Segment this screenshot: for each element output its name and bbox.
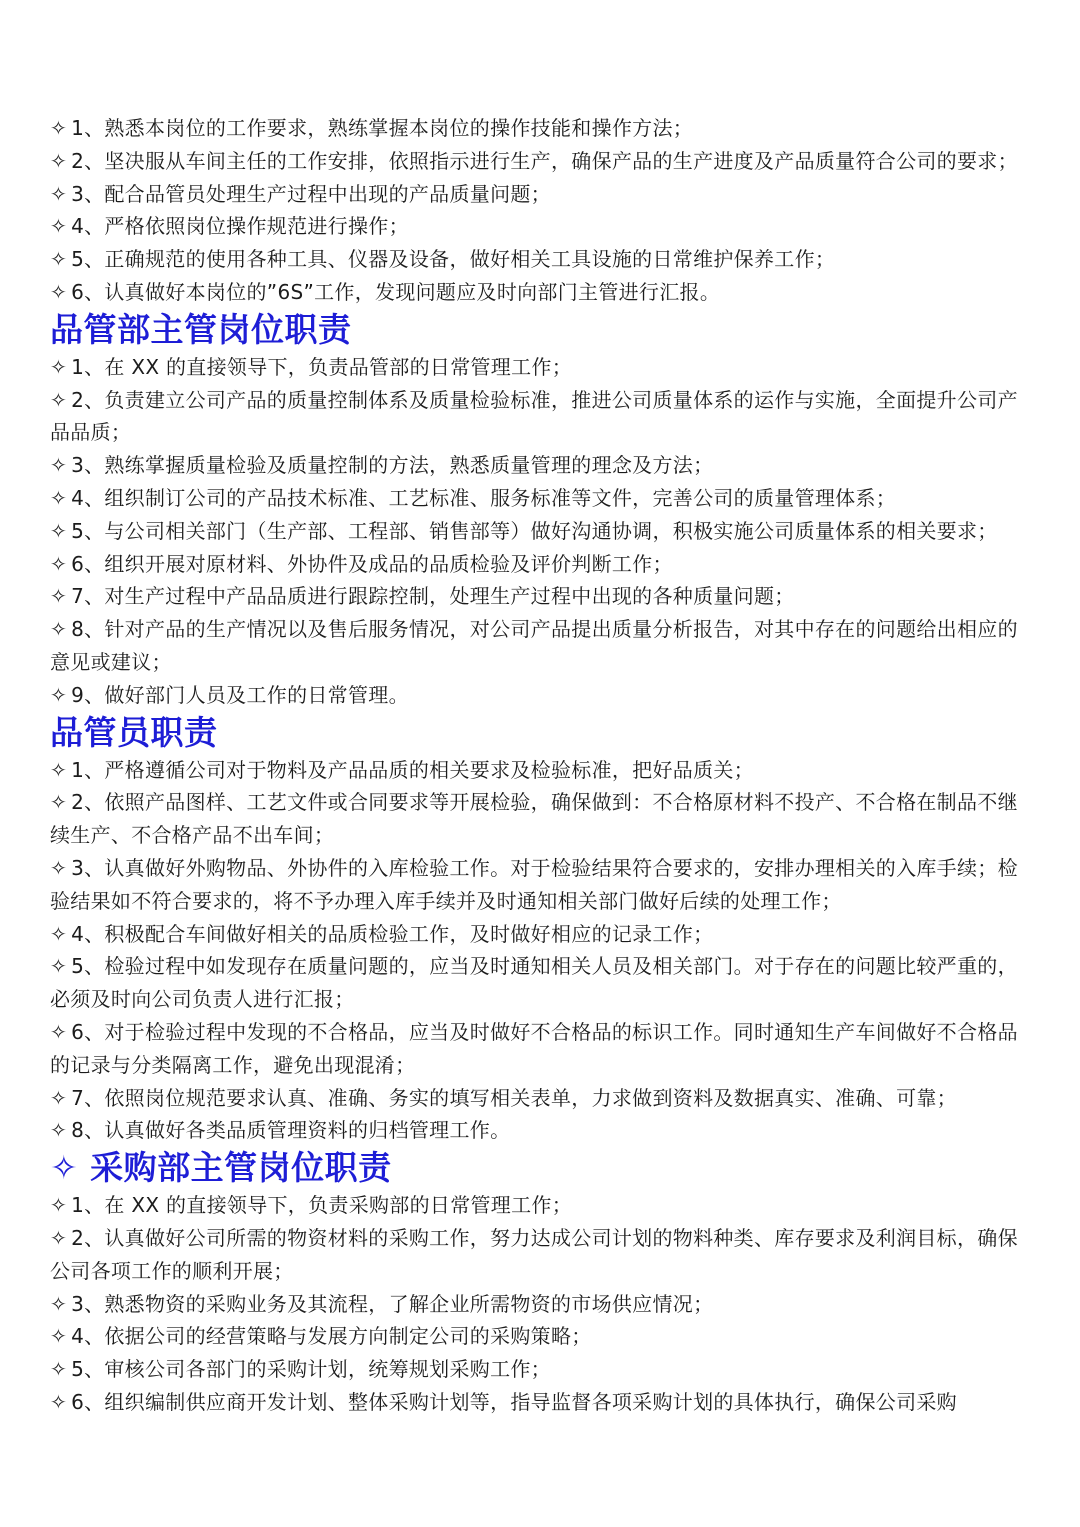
section-qc-inspector	[50, 712, 1035, 1148]
list-item: ✧ 3、配合品管员处理生产过程中出现的产品质量问题；	[50, 181, 551, 206]
list-item: ✧ 5、与公司相关部门（生产部、工程部、销售部等）做好沟通协调，积极实施公司质量体系的相关要求；	[50, 518, 998, 543]
list-item: ✧ 6、认真做好本岗位的”6S”工作，发现问题应及时向部门主管进行汇报。	[50, 279, 721, 304]
bullet-icon: ✧	[50, 387, 68, 412]
bullet-icon: ✧	[50, 551, 68, 576]
bullet-icon: ✧	[50, 1291, 68, 1316]
list-item: ✧ 4、组织制订公司的产品技术标准、工艺标准、服务标准等文件，完善公司的质量管理体系；	[50, 485, 897, 510]
list-item: ✧ 9、做好部门人员及工作的日常管理。	[50, 682, 409, 707]
bullet-icon: ✧	[50, 485, 68, 510]
bullet-icon: ✧	[50, 1357, 68, 1382]
bullet-icon: ✧	[50, 921, 68, 946]
list-item: ✧ 6、组织开展对原材料、外协件及成品的品质检验及评价判断工作；	[50, 551, 673, 576]
list-item: ✧ 5、正确规范的使用各种工具、仪器及设备，做好相关工具设施的日常维护保养工作；	[50, 247, 836, 272]
list-item: ✧ 4、严格依照岗位操作规范进行操作；	[50, 214, 409, 239]
list-item: ✧ 4、积极配合车间做好相关的品质检验工作，及时做好相应的记录工作；	[50, 921, 714, 946]
section-heading: 品管部主管岗位职责	[50, 309, 352, 349]
list-item: ✧ 1、在 XX 的直接领导下，负责采购部的日常管理工作；	[50, 1193, 573, 1218]
bullet-icon: ✧	[50, 148, 68, 173]
list-item: ✧ 6、组织编制供应商开发计划、整体采购计划等，指导监督各项采购计划的具体执行，确保公司采购	[50, 1389, 957, 1414]
section-purchasing-manager	[50, 1147, 1035, 1419]
bullet-icon: ✧	[50, 1118, 68, 1143]
bullet-icon: ✧	[50, 518, 68, 543]
bullet-icon: ✧	[50, 1085, 68, 1110]
list-item: ✧ 4、依据公司的经营策略与发展方向制定公司的采购策略；	[50, 1324, 592, 1349]
bullet-icon: ✧	[50, 1389, 68, 1414]
section-heading: ✧ 采购部主管岗位职责	[50, 1148, 392, 1188]
bullet-icon: ✧	[50, 453, 68, 478]
list-item: ✧ 3、熟练掌握质量检验及质量控制的方法，熟悉质量管理的理念及方法；	[50, 453, 714, 478]
bullet-icon: ✧	[50, 757, 68, 782]
list-item: ✧ 2、坚决服从车间主任的工作安排，依照指示进行生产，确保产品的生产进度及产品质量符合公司的要求；	[50, 148, 1018, 173]
list-item: ✧ 1、严格遵循公司对于物料及产品品质的相关要求及检验标准，把好品质关；	[50, 757, 754, 782]
list-item: ✧ 3、熟悉物资的采购业务及其流程，了解企业所需物资的市场供应情况；	[50, 1291, 714, 1316]
bullet-icon: ✧	[50, 584, 68, 609]
list-item: ✧ 5、检验过程中如发现存在质量问题的，应当及时通知相关人员及相关部门。对于存在的问题比较严重的，必须及时向公司负责人进行汇报；	[50, 954, 1018, 1012]
bullet-icon: ✧	[50, 116, 68, 140]
bullet-icon: ✧	[50, 1193, 68, 1218]
bullet-icon: ✧	[50, 1019, 68, 1044]
list-item: ✧ 1、在 XX 的直接领导下，负责品管部的日常管理工作；	[50, 354, 573, 379]
bullet-icon: ✧	[50, 1324, 68, 1349]
list-item: ✧ 3、认真做好外购物品、外协件的入库检验工作。对于检验结果符合要求的，安排办理相关的入库手续；检验结果如不符合要求的，将不予办理入库手续并及时通知相关部门做好后续的处理工作；	[50, 855, 1018, 913]
bullet-icon: ✧	[50, 1225, 68, 1250]
bullet-icon: ✧	[50, 855, 68, 880]
bullet-icon: ✧	[50, 954, 68, 979]
section-qc-manager	[50, 309, 1035, 712]
bullet-icon: ✧	[50, 682, 68, 707]
list-item: ✧ 8、认真做好各类品质管理资料的归档管理工作。	[50, 1118, 511, 1143]
list-item: ✧ 2、依照产品图样、工艺文件或合同要求等开展检验，确保做到：不合格原材料不投产、不合格在制品不继续生产、不合格产品不出车间；	[50, 790, 1018, 848]
bullet-icon: ✧	[50, 790, 68, 815]
list-item: ✧ 5、审核公司各部门的采购计划，统筹规划采购工作；	[50, 1357, 551, 1382]
bullet-icon: ✧	[50, 247, 68, 272]
list-item: ✧ 7、对生产过程中产品品质进行跟踪控制，处理生产过程中出现的各种质量问题；	[50, 584, 795, 609]
bullet-icon: ✧	[50, 181, 68, 206]
bullet-icon: ✧	[50, 354, 68, 379]
section-heading: 品管员职责	[50, 712, 218, 752]
bullet-icon: ✧	[50, 214, 68, 239]
document-page	[50, 112, 1035, 1419]
list-item: ✧ 2、认真做好公司所需的物资材料的采购工作，努力达成公司计划的物料种类、库存要求及利润目标，确保公司各项工作的顺利开展；	[50, 1225, 1018, 1283]
bullet-icon: ✧	[50, 617, 68, 642]
list-item: ✧ 8、针对产品的生产情况以及售后服务情况，对公司产品提出质量分析报告，对其中存在的问题给出相应的意见或建议；	[50, 617, 1018, 674]
list-item: ✧ 1、熟悉本岗位的工作要求，熟练掌握本岗位的操作技能和操作方法；	[50, 116, 694, 140]
list-item: ✧ 7、依照岗位规范要求认真、准确、务实的填写相关表单，力求做到资料及数据真实、准确、可靠；	[50, 1085, 957, 1110]
list-item: ✧ 2、负责建立公司产品的质量控制体系及质量检验标准，推进公司质量体系的运作与实施，全面提升公司产品品质；	[50, 387, 1018, 445]
section-production-worker	[50, 112, 1035, 309]
list-item: ✧ 6、对于检验过程中发现的不合格品，应当及时做好不合格品的标识工作。同时通知生产车间做好不合格品的记录与分类隔离工作，避免出现混淆；	[50, 1019, 1018, 1077]
bullet-icon: ✧	[50, 279, 68, 304]
